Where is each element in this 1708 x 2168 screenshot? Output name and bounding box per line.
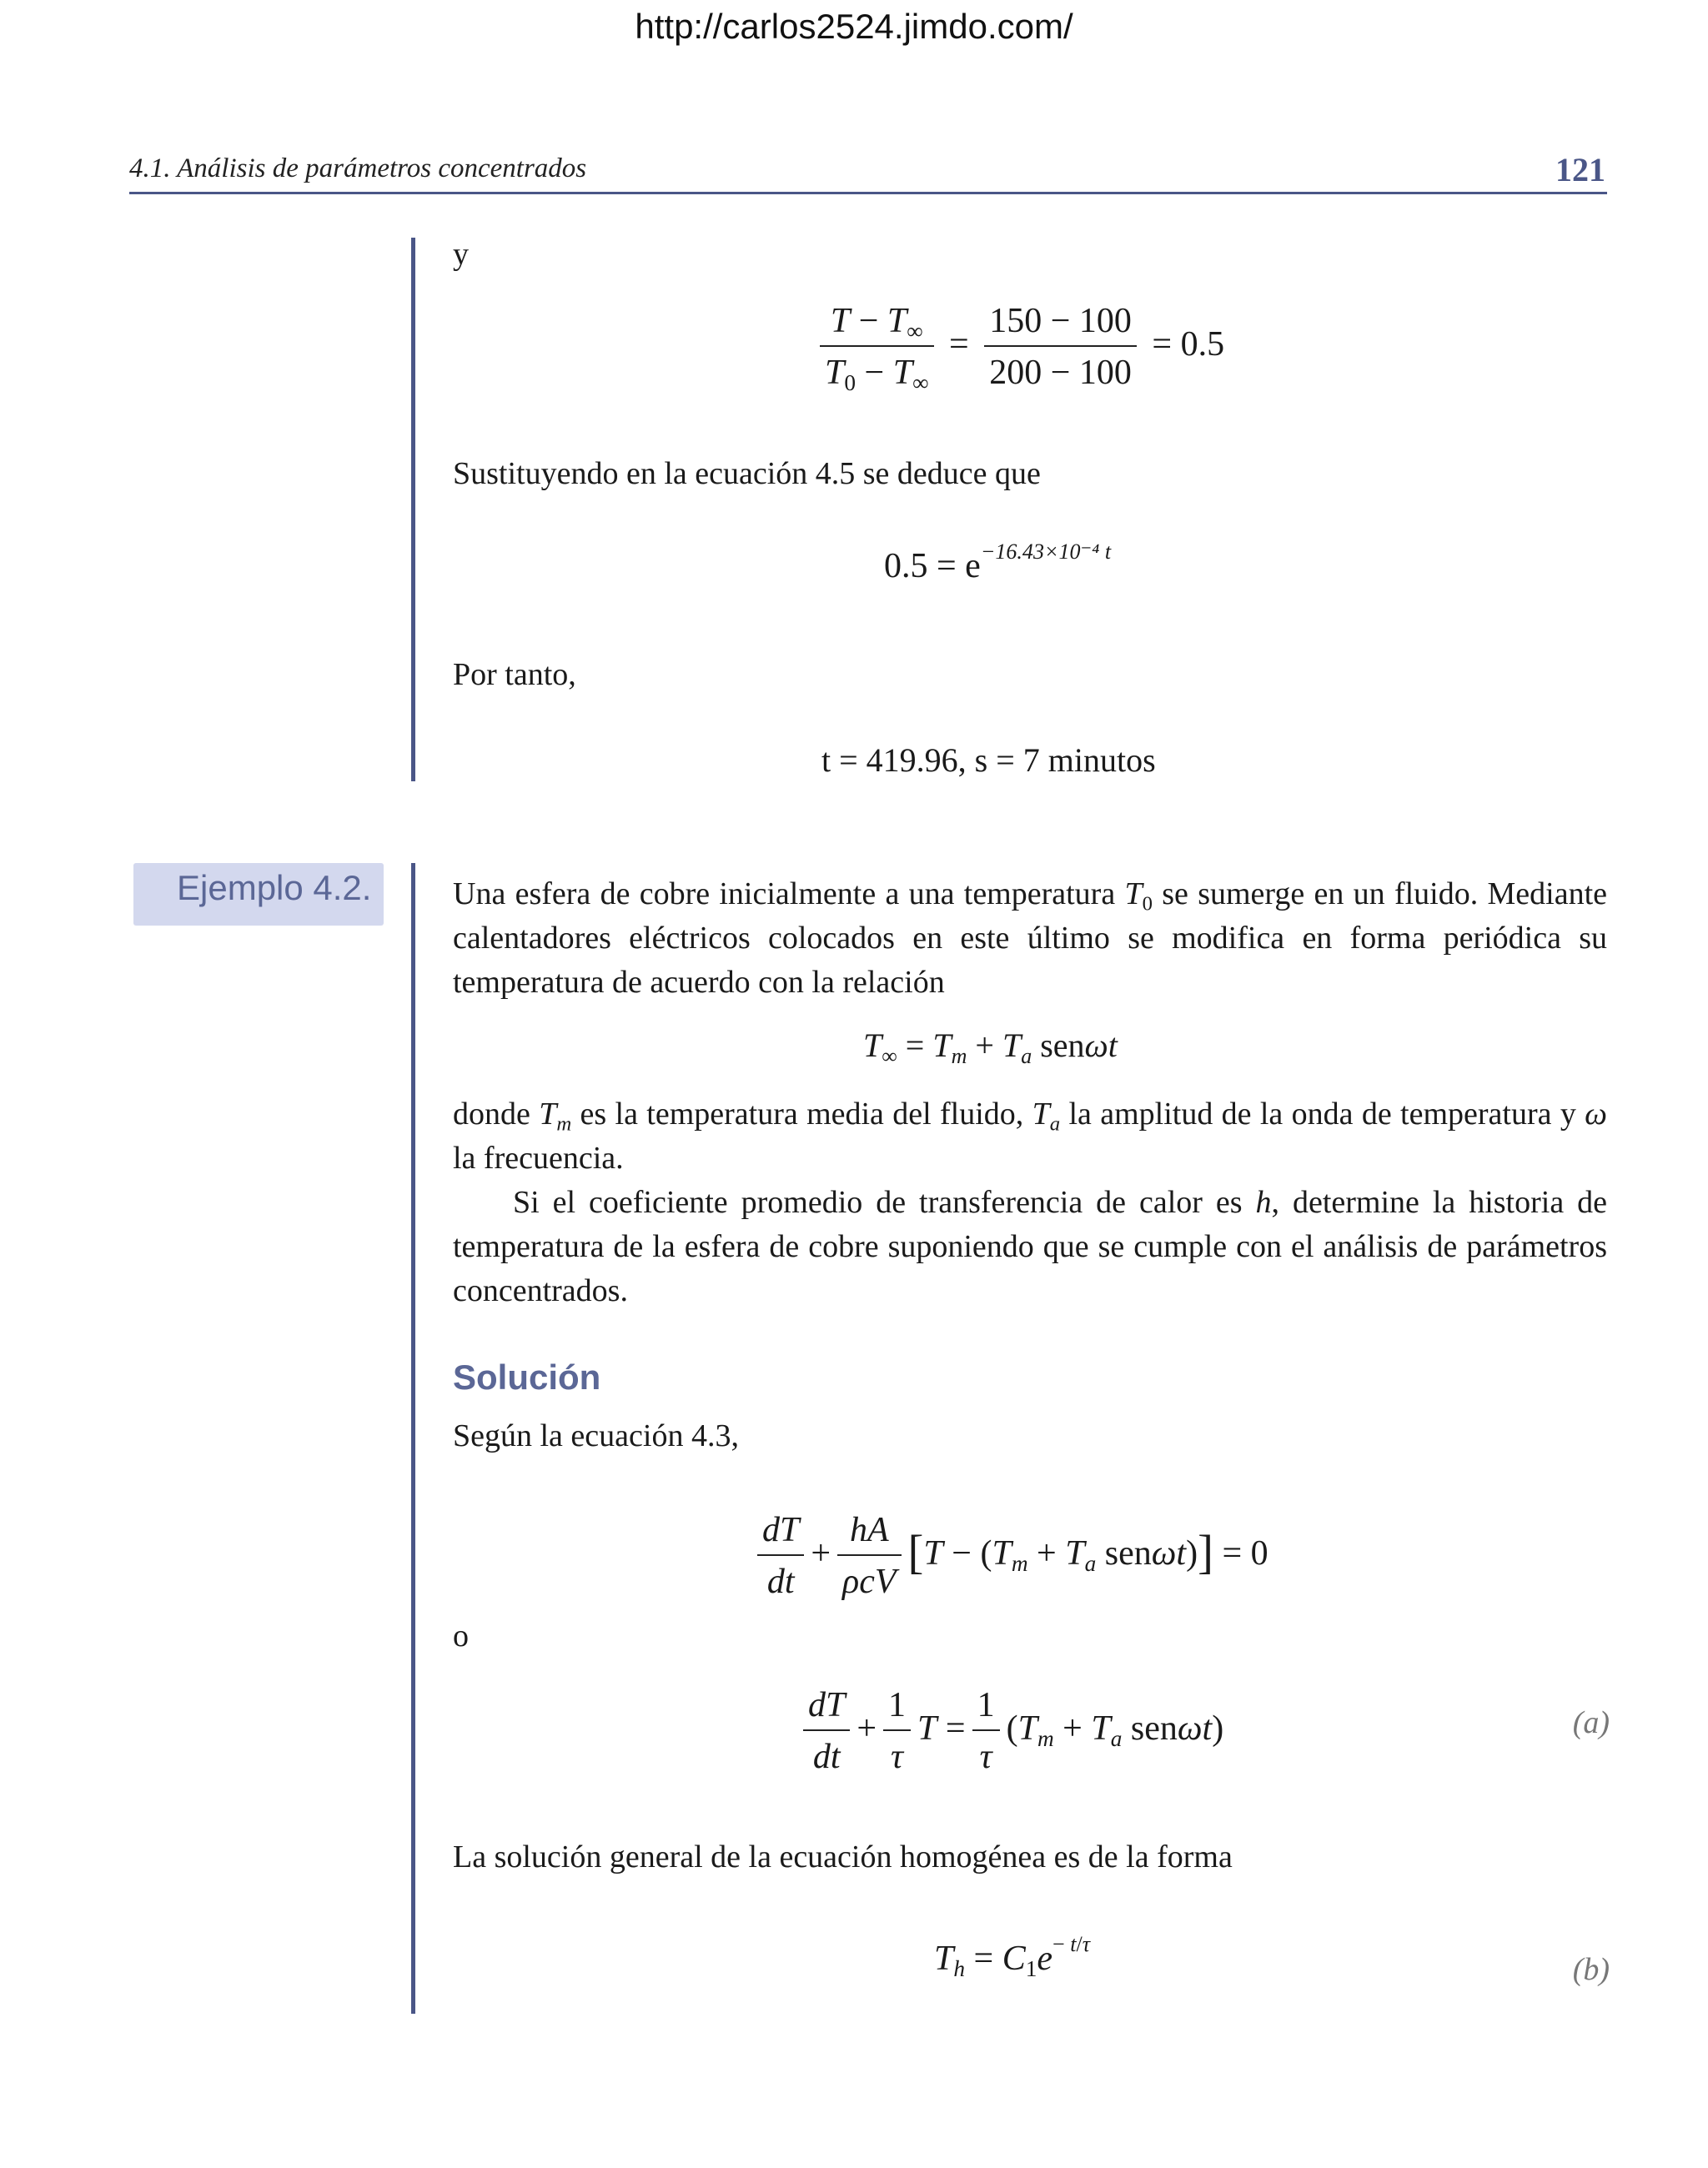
equation-a: $\frac{dT}{dt}$ + $\frac{1}{\tau}$ T = $\frac{1}{\tau}$ ($T_m + T_a$ senωt) bbox=[796, 1684, 1223, 1779]
solution-heading: Solución bbox=[453, 1358, 601, 1397]
general-solution-text: La solución general de la ecuación homogénea es de la forma bbox=[453, 1839, 1233, 1874]
header-rule bbox=[129, 192, 1607, 194]
fraction-temperature-ratio: $\frac{T - T_\infty}{T_0 - T_\infty}$ bbox=[820, 300, 934, 394]
substitution-text: Sustituyendo en la ecuación 4.5 se deduce que bbox=[453, 456, 1041, 491]
margin-bar-previous-example bbox=[411, 238, 415, 781]
example-paragraph-2: donde $T_m$ es la temperatura media del fluido, $T_a$ la amplitud de la onda de temperatura y ω la frecuencia. bbox=[453, 1097, 1607, 1176]
margin-bar-example bbox=[411, 863, 415, 2014]
page-number: 121 bbox=[1555, 151, 1605, 188]
ratio-result: = 0.5 bbox=[1152, 325, 1225, 364]
fraction-numeric: $\frac{150 - 100}{200 - 100}$ bbox=[984, 300, 1137, 394]
example-paragraph-1: Una esfera de cobre inicialmente a una temperatura $T_0$ se sumerge en un fluido. Mediante calentadores eléctricos colocados en este último se modifica en forma periódica su temperatura de acuerdo con la relación bbox=[453, 876, 1608, 1000]
example-label: Ejemplo 4.2. bbox=[177, 868, 372, 907]
conjunction-y: y bbox=[453, 237, 469, 272]
equation-fluid-temperature: $T_\infty = T_m + T_a$ senωt bbox=[863, 1026, 1118, 1068]
equation-a-tag: (a) bbox=[1572, 1705, 1610, 1740]
running-head: 4.1. Análisis de parámetros concentrados bbox=[129, 153, 587, 183]
equation-ratio: $\frac{T - T_\infty}{T_0 - T_\infty}$ = $\frac{150 - 100}{200 - 100}$ = 0.5 bbox=[813, 300, 1224, 394]
source-url: http://carlos2524.jimdo.com/ bbox=[635, 7, 1073, 46]
equation-b-tag: (b) bbox=[1572, 1952, 1610, 1987]
solution-intro: Según la ecuación 4.3, bbox=[453, 1418, 739, 1453]
example-paragraph-3: Si el coeficiente promedio de transferencia de calor es h, determine la historia de temperatura de la esfera de cobre suponiendo que se cumple con el análisis de parámetros concentrados. bbox=[453, 1185, 1608, 1308]
por-tanto-text: Por tanto, bbox=[453, 657, 576, 692]
equation-exponential: $0.5 = e^{-16.43\times 10^{-4} t}$ bbox=[884, 539, 1112, 585]
equation-ode: $\frac{dT}{dt}$ + $\frac{hA}{\text{ρcV}}$ [$T - (T_m + T_a$ senωt)] = 0 bbox=[751, 1509, 1268, 1603]
conjunction-o: o bbox=[453, 1618, 469, 1654]
equation-time-result: t = 419.96, s = 7 minutos bbox=[821, 741, 1156, 779]
equation-b: $T_h = C_1e^{- t/\tau}$ bbox=[934, 1931, 1091, 1982]
